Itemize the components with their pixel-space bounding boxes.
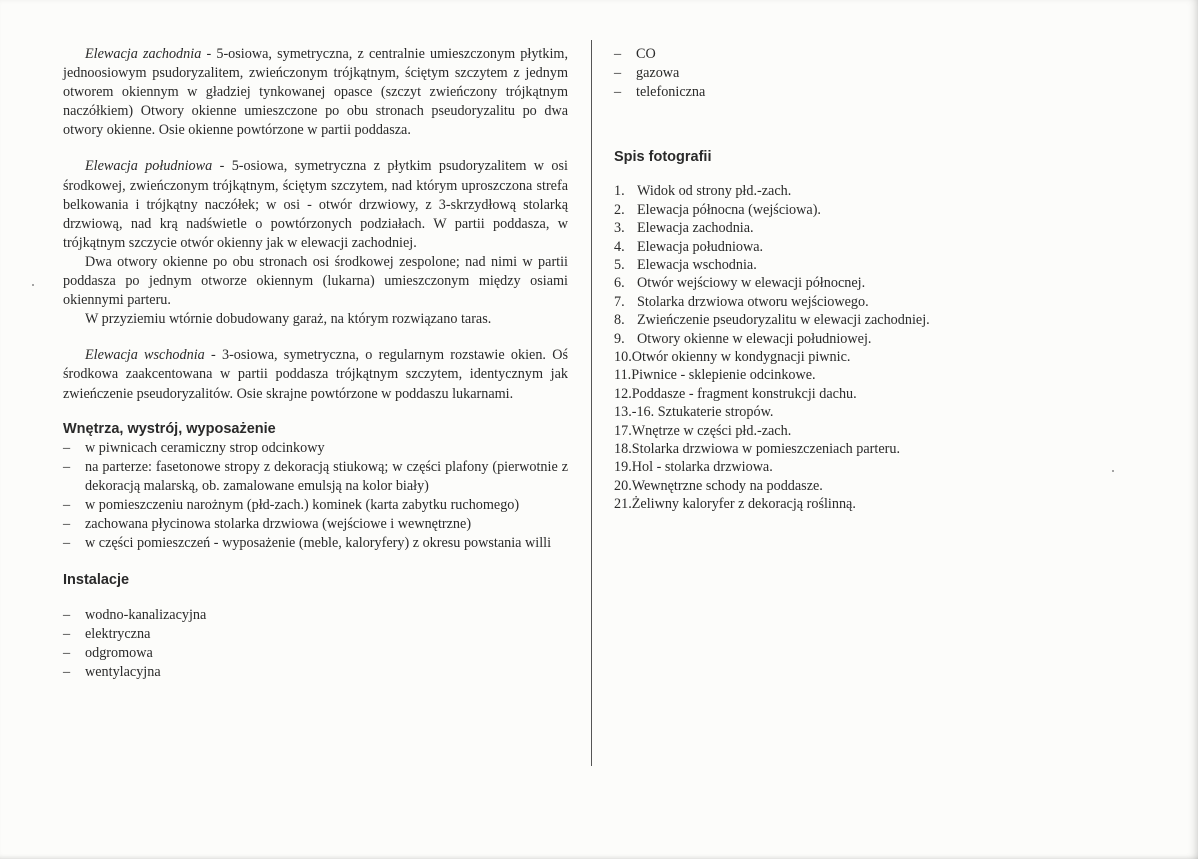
photo-list-item [614, 293, 974, 311]
photo-list [614, 182, 974, 569]
item-text: Wewnętrzne schody na poddasze. [631, 477, 823, 494]
photo-list-item [614, 385, 974, 403]
dash-bullet: – [63, 607, 71, 624]
item-number: 20. [614, 477, 632, 494]
list-item [63, 663, 568, 682]
photo-list-item [614, 403, 974, 421]
item-number: 7. [614, 293, 625, 310]
photo-list-item [614, 201, 974, 219]
photo-list-item [614, 514, 974, 532]
list-item-text: elektryczna [85, 626, 151, 643]
list-item [614, 83, 974, 102]
dash-bullet: – [63, 515, 71, 532]
list-item [63, 496, 568, 515]
item-text: Elewacja wschodnia. [637, 256, 757, 273]
wnetrza-list [63, 439, 568, 554]
item-number: 4. [614, 238, 625, 255]
column-divider [591, 40, 592, 766]
item-text: Wnętrze w części płd.-zach. [631, 422, 792, 439]
item-number: 11. [614, 367, 632, 384]
paragraph-elewacja-wschodnia [63, 346, 568, 403]
photo-list-item [614, 532, 974, 550]
paragraph-elewacja-poludniowa [63, 157, 568, 252]
item-text: Otwór wejściowy w elewacji północnej. [637, 275, 866, 292]
list-item [63, 625, 568, 644]
photo-list-item [614, 219, 974, 237]
item-number: 21. [614, 496, 632, 513]
paragraph-elewacja-zachodnia [63, 45, 568, 140]
dash-bullet: – [63, 496, 71, 513]
photo-list-item [614, 311, 974, 329]
item-number: 9. [614, 330, 625, 347]
list-item [63, 644, 568, 663]
section-heading-wnetrza: Wnętrza, wystrój, wyposażenie [63, 420, 276, 437]
list-item [63, 515, 568, 534]
item-number: 17. [614, 422, 632, 439]
photo-list-item [614, 366, 974, 384]
list-item [63, 534, 568, 553]
item-text: Piwnice - sklepienie odcinkowe. [631, 367, 816, 384]
dash-bullet: – [63, 645, 71, 662]
list-item-text: w pomieszczeniu narożnym (płd-zach.) kominek (karta zabytku ruchomego) [85, 496, 520, 513]
item-number: 1. [614, 183, 625, 200]
item-text: Elewacja północna (wejściowa). [637, 201, 821, 218]
photo-list-item [614, 458, 974, 476]
photo-list-item [614, 348, 974, 366]
list-item [63, 606, 568, 625]
item-number: 6. [614, 275, 625, 292]
list-item-text: wodno-kanalizacyjna [85, 607, 207, 624]
instalacje-list [63, 606, 568, 682]
paragraph-lead: Elewacja wschodnia [85, 347, 205, 364]
item-number: 8. [614, 312, 625, 329]
item-text: Żeliwny kaloryfer z dekoracją roślinną. [631, 496, 856, 513]
photo-list-item [614, 477, 974, 495]
item-number: 3. [614, 220, 625, 237]
dash-bullet: – [63, 439, 71, 456]
item-number: 5. [614, 256, 625, 273]
right-column [614, 45, 974, 569]
list-item-text: na parterze: fasetonowe stropy z dekoracją stiukową; w części plafony (pierwotnie z dekoracją malarską, ob. zamalowane emulsją na kolor biały) [85, 458, 568, 494]
scan-speck [32, 284, 34, 286]
item-number: 19. [614, 459, 632, 476]
photo-list-item [614, 330, 974, 348]
dash-bullet: – [614, 46, 622, 62]
item-number: 10. [614, 348, 632, 365]
item-text: Widok od strony płd.-zach. [637, 183, 792, 200]
list-item-text: telefoniczna [636, 84, 706, 101]
dash-bullet: – [63, 535, 71, 552]
item-text: Elewacja południowa. [637, 238, 764, 255]
item-number: 18. [614, 440, 632, 457]
paragraph-poludniowa-otwory: Dwa otwory okienne po obu stronach osi środkowej zespolone; nad nimi w partii poddasza po jednym otworze okiennym (lukarna) umieszczonym między osiami okiennymi parteru. [63, 253, 568, 309]
paragraph-lead: Elewacja południowa [85, 158, 213, 175]
dash-bullet: – [63, 458, 71, 475]
dash-bullet: – [614, 65, 622, 82]
dash-bullet: – [63, 626, 71, 643]
item-number: 2. [614, 201, 625, 218]
paragraph-lead: Elewacja zachodnia [85, 46, 202, 62]
list-item [614, 64, 974, 83]
list-item [63, 458, 568, 496]
item-text: Elewacja zachodnia. [637, 220, 754, 237]
item-number: 13.-16. [614, 404, 655, 421]
item-text: Otwór okienny w kondygnacji piwnic. [631, 348, 851, 365]
dash-bullet: – [63, 664, 71, 681]
section-heading-spis-fotografii: Spis fotografii [614, 149, 712, 166]
paragraph-poludniowa-garaz: W przyziemiu wtórnie dobudowany garaż, na którym rozwiązano taras. [85, 311, 492, 328]
item-text: Zwieńczenie pseudoryzalitu w elewacji zachodniej. [637, 312, 930, 329]
list-item-text: w części pomieszczeń - wyposażenie (meble, kaloryfery) z okresu powstania willi [85, 535, 552, 552]
photo-list-item [614, 182, 974, 200]
item-text: Stolarka drzwiowa otworu wejściowego. [637, 293, 869, 310]
item-text: Stolarka drzwiowa w pomieszczeniach parteru. [631, 440, 901, 457]
photo-list-item [614, 495, 974, 513]
list-item [63, 439, 568, 458]
section-heading-instalacje: Instalacje [63, 572, 130, 589]
photo-list-item [614, 440, 974, 458]
list-item-text: gazowa [636, 65, 680, 82]
item-text: Poddasze - fragment konstrukcji dachu. [631, 385, 857, 402]
paragraph-text: - 5-osiowa, symetryczna, z centralnie umieszczonym płytkim, jednoosiowym psudoryzalitem, zwieńczonym trójkątnym, ściętym szczytem z jednym otworem okiennym w gładziej tynkowanej opasce (szczyt zwieńczony trójkątnym naczółkiem) Otwory okienne umieszczone po obu stronach pseudoryzalitu po dwa otwory okienne. Osie okienne powtórzone w partii poddasza. [63, 46, 568, 139]
paragraph-text: - 3-osiowa, symetryczna, o regularnym rozstawie okien. Oś środkowa zaakcentowana w partii poddasza trójkątnym szczytem, identycznym jak zwieńczenie pseudoryzalitów. Osie skrajne powtórzone w poddaszu lukarnami. [63, 347, 568, 402]
list-item [614, 45, 974, 64]
scan-speck [1112, 470, 1114, 472]
dash-bullet: – [614, 84, 622, 101]
photo-list-item [614, 550, 974, 568]
left-column [63, 45, 568, 683]
item-text: Hol - stolarka drzwiowa. [631, 459, 773, 476]
instalacje-list-continued [614, 45, 974, 102]
photo-list-item [614, 274, 974, 292]
list-item-text: zachowana płycinowa stolarka drzwiowa (wejściowe i wewnętrzne) [85, 515, 472, 532]
list-item-text: w piwnicach ceramiczny strop odcinkowy [85, 439, 325, 456]
photo-list-item [614, 238, 974, 256]
paragraph-text: - 5-osiowa, symetryczna z płytkim psudoryzalitem w osi środkowej, zwieńczonym trójkątnym, ściętym szczytem, nad którym uproszczona strefa belkowania i trójkątny naczółek; w osi - otwór drzwiowy, z 3-skrzydłową stolarką drzwiową, nad krą nadświetle o powtórzonych podziałach. W partii poddasza, w trójkątnym szczycie otwór okienny jak w elewacji zachodniej. [63, 158, 568, 251]
photo-list-item [614, 256, 974, 274]
item-number: 12. [614, 385, 632, 402]
list-item-text: CO [636, 46, 656, 62]
list-item-text: wentylacyjna [85, 664, 161, 681]
photo-list-item [614, 422, 974, 440]
item-text: Sztukaterie stropów. [654, 404, 774, 421]
list-item-text: odgromowa [85, 645, 153, 662]
item-text: Otwory okienne w elewacji południowej. [637, 330, 872, 347]
